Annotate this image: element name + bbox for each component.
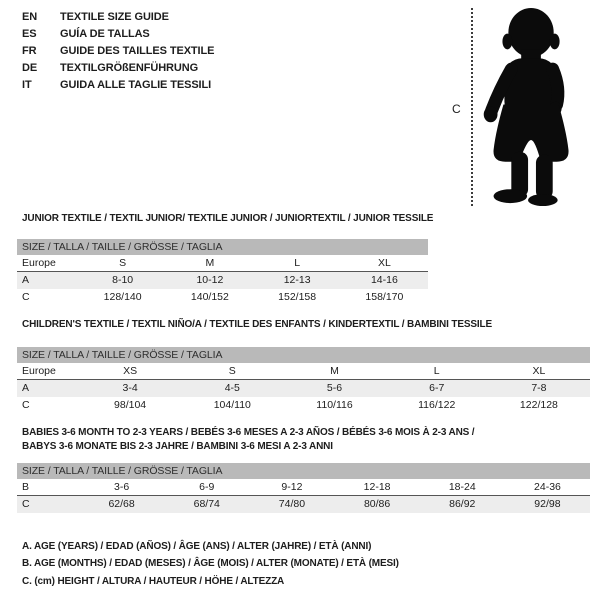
row-cell: 116/122 [418,398,456,411]
row-cell: S [119,256,127,269]
size-guide-section [17,426,590,513]
row-label: C [22,398,30,411]
height-measure-label: C [452,102,461,116]
language-title: TEXTILGRÖßENFÜHRUNG [60,62,199,74]
size-guide-section [17,212,434,306]
language-code: EN [22,11,38,23]
row-cell: 110/116 [316,398,353,411]
section-title-line: BABYS 3-6 MONATE BIS 2-3 JAHRE / BAMBINI 3-6 MESI A 2-3 ANNI [22,440,333,452]
row-cell: 92/98 [534,498,561,510]
language-row [22,9,214,26]
table-row [17,255,428,272]
row-cell: 4-5 [224,381,240,394]
row-cell: 8-10 [112,273,134,286]
size-table [17,239,428,306]
row-cell: 18-24 [448,481,476,493]
row-cell: M [205,256,215,269]
language-title: GUÍA DE TALLAS [60,28,150,40]
table-row [17,496,590,513]
row-cell: 74/80 [278,498,306,510]
row-cell: XL [532,364,546,377]
table-row [17,397,590,414]
row-cell: 122/128 [519,398,558,411]
row-label: A [22,381,30,394]
row-cell: 12-18 [363,481,391,493]
table-row [17,363,590,380]
row-label: A [22,273,30,286]
language-row [22,26,214,43]
language-title: GUIDA ALLE TAGLIE TESSILI [60,79,212,91]
section-title-line: CHILDREN'S TEXTILE / TEXTIL NIÑO/A / TEXTILE DES ENFANTS / KINDERTEXTIL / BAMBINI TESSILE [22,319,492,330]
table-row [17,380,590,397]
footnote-line: B. AGE (MONTHS) / EDAD (MESES) / ÂGE (MOIS) / ALTER (MONATE) / ETÀ (MESI) [22,558,399,570]
section-title [22,318,590,332]
row-label: Europe [22,364,56,377]
size-table [17,463,590,513]
language-title: GUIDE DES TAILLES TEXTILE [60,45,215,57]
row-cell: L [294,256,301,269]
row-cell: 128/140 [103,290,142,303]
row-cell: 3-4 [122,381,138,394]
language-title: TEXTILE SIZE GUIDE [60,11,169,23]
section-title [22,426,590,453]
height-measure-dotted-line [471,8,473,206]
table-row [17,479,590,496]
row-cell: 7-8 [531,381,547,394]
row-cell: 10-12 [196,273,224,286]
row-cell: 14-16 [370,273,398,286]
table-row [17,289,428,306]
section-title [22,212,434,226]
footnotes [22,538,399,590]
row-cell: 158/170 [365,290,404,303]
toddler-silhouette-icon [477,6,589,208]
section-title-line: BABIES 3-6 MONTH TO 2-3 YEARS / BEBÉS 3-6 MESES A 2-3 AÑOS / BÉBÉS 3-6 MOIS À 2-3 ANS / [22,427,475,438]
size-table-header-band: SIZE / TALLA / TAILLE / GRÖSSE / TAGLIA [17,347,590,363]
row-cell: S [228,364,236,377]
language-code: ES [22,28,37,40]
row-cell: 152/158 [278,290,317,303]
row-cell: 86/92 [449,498,476,510]
row-label: B [22,481,30,493]
size-table-header-band: SIZE / TALLA / TAILLE / GRÖSSE / TAGLIA [17,463,590,479]
language-code: DE [22,62,38,74]
size-table [17,347,590,414]
row-cell: 3-6 [113,481,130,493]
table-row [17,272,428,289]
row-cell: 98/104 [114,398,147,411]
row-cell: 104/110 [213,398,251,411]
footnote-line: C. (cm) HEIGHT / ALTURA / HAUTEUR / HÖHE / ALTEZZA [22,575,285,587]
size-guide-section [17,318,590,414]
row-label: C [22,498,30,510]
row-cell: 68/74 [193,498,220,510]
language-row [22,43,214,60]
row-cell: 140/152 [190,290,229,303]
row-cell: 62/68 [108,498,135,510]
language-row [22,60,214,77]
language-row [22,77,214,94]
row-cell: 12-13 [283,273,311,286]
row-cell: L [433,364,440,377]
footnote-line: A. AGE (YEARS) / EDAD (AÑOS) / ÂGE (ANS) / ALTER (JAHRE) / ETÀ (ANNI) [22,541,372,552]
row-cell: M [330,364,339,377]
row-cell: 80/86 [363,498,391,510]
row-cell: XL [377,256,391,269]
row-cell: 9-12 [281,481,303,493]
row-label: Europe [22,256,56,269]
row-cell: 6-7 [429,381,445,394]
row-label: C [22,290,30,303]
row-cell: XS [123,364,138,377]
row-cell: 24-36 [534,481,561,493]
section-title-line: JUNIOR TEXTILE / TEXTIL JUNIOR/ TEXTILE JUNIOR / JUNIORTEXTIL / JUNIOR TESSILE [22,213,434,224]
language-code: IT [22,79,32,91]
language-list [22,9,214,94]
row-cell: 6-9 [199,481,215,493]
size-table-header-band: SIZE / TALLA / TAILLE / GRÖSSE / TAGLIA [17,239,428,255]
row-cell: 5-6 [326,381,343,394]
language-code: FR [22,45,37,57]
